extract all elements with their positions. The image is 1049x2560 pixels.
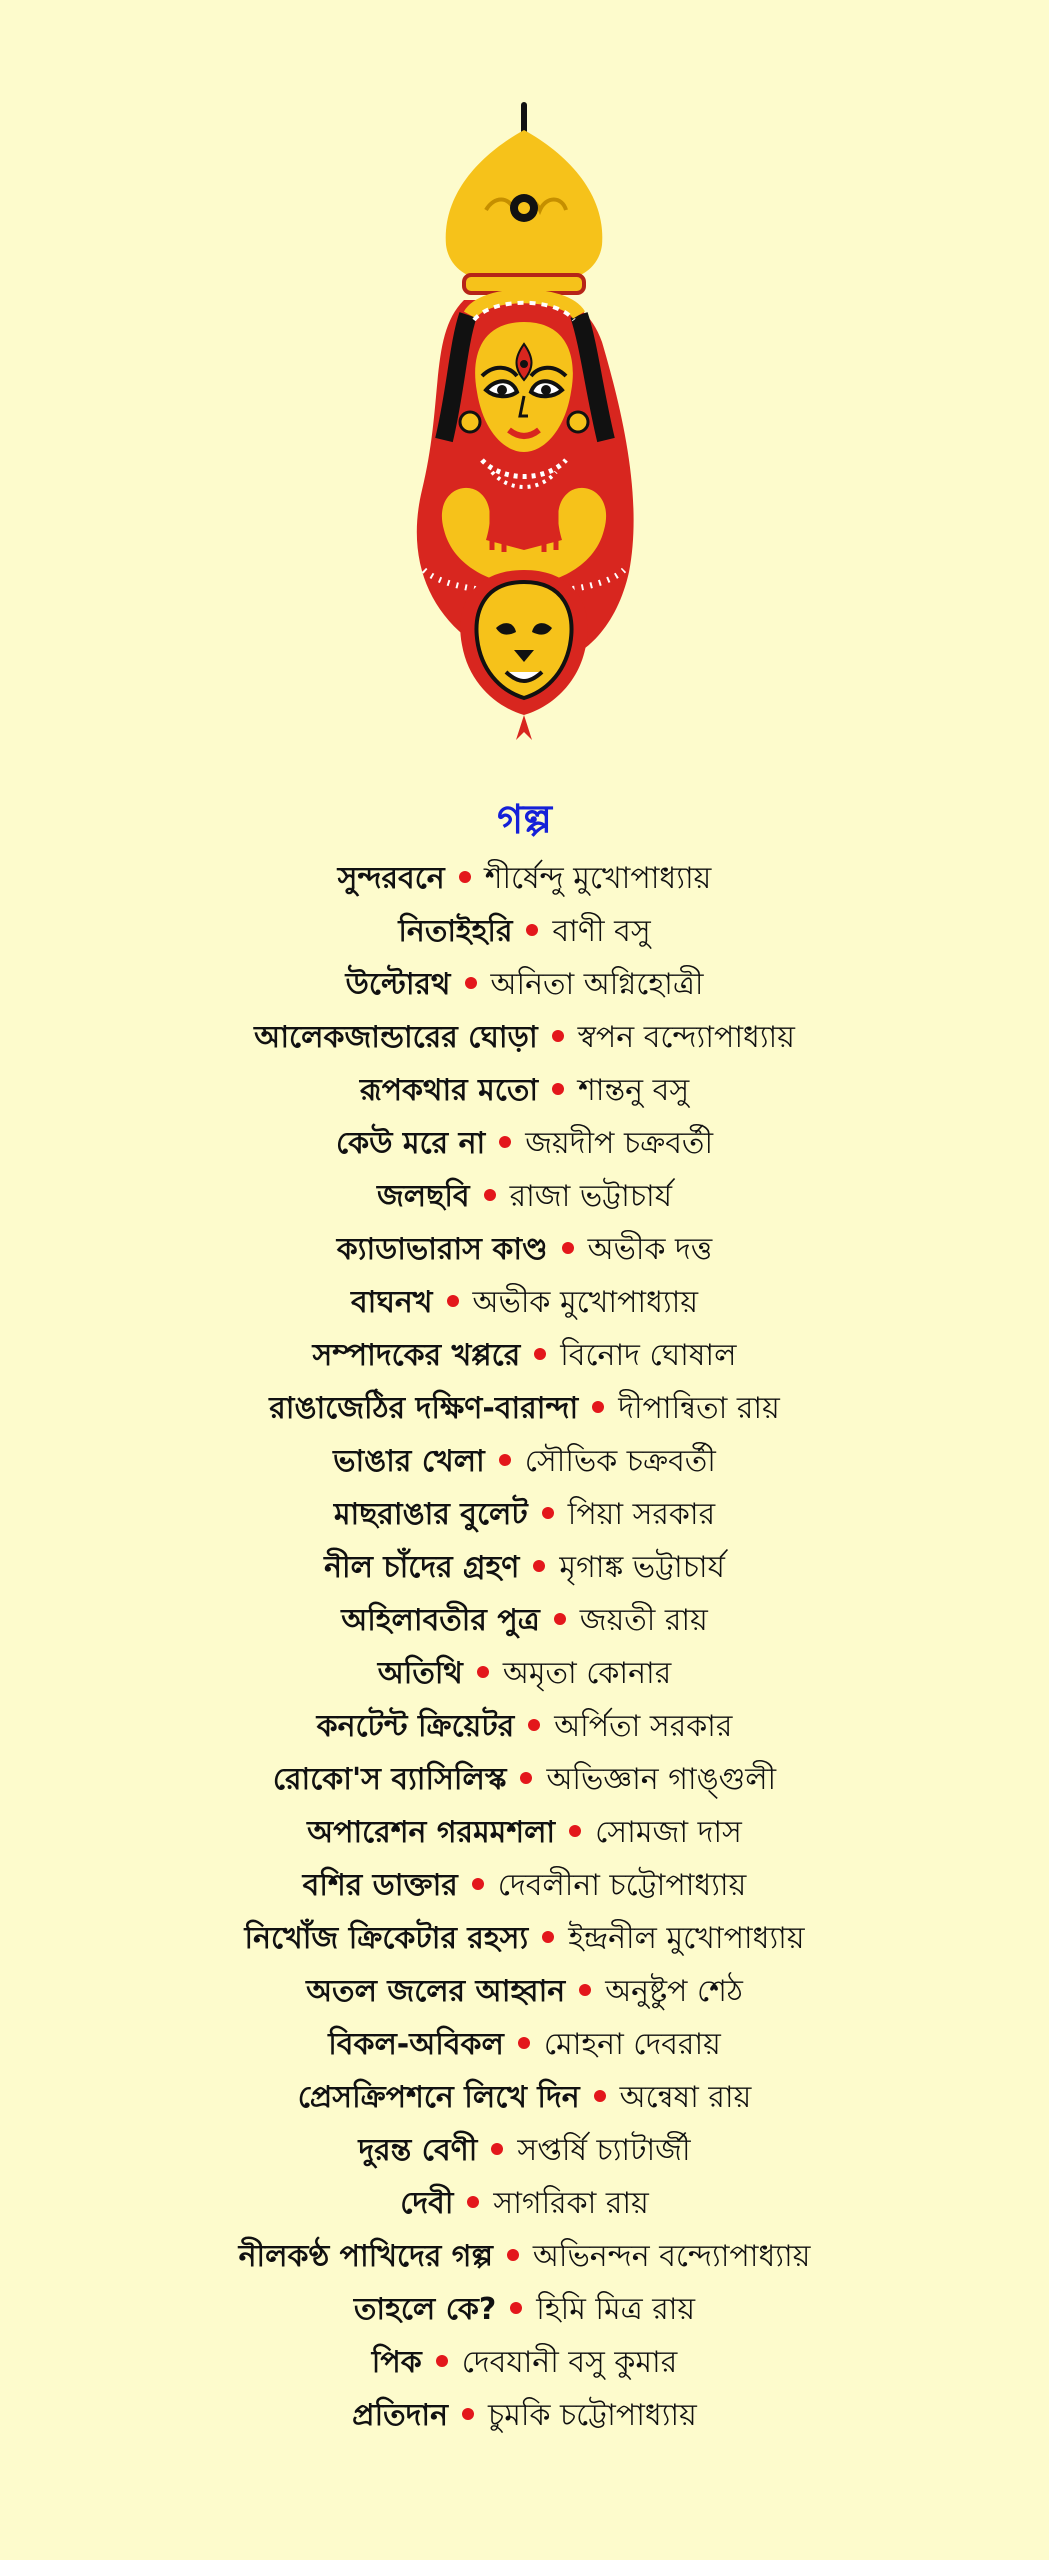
story-item <box>0 1011 1049 1064</box>
story-item <box>0 1329 1049 1382</box>
story-title: সুন্দরবনে <box>337 861 445 896</box>
story-author: সোমজা দাস <box>595 1815 742 1850</box>
story-author: রাজা ভট্টাচার্য <box>509 1179 673 1214</box>
story-author: দীপান্বিতা রায় <box>618 1391 780 1426</box>
durga-idol-illustration <box>374 100 674 765</box>
story-item <box>0 2018 1049 2071</box>
story-item <box>0 1647 1049 1700</box>
story-title: রূপকথার মতো <box>359 1073 539 1108</box>
story-item <box>0 1541 1049 1594</box>
story-item <box>0 2336 1049 2389</box>
story-title: অতিথি <box>377 1656 463 1691</box>
story-author: দেবযানী বসু কুমার <box>461 2345 678 2380</box>
story-title: অপারেশন গরমমশলা <box>307 1815 556 1850</box>
story-title: নীল চাঁদের গ্রহণ <box>324 1550 520 1585</box>
story-item <box>0 1382 1049 1435</box>
story-author: সপ্তর্ষি চ্যাটার্জী <box>517 2133 691 2168</box>
story-title: তাহলে কে? <box>353 2292 497 2327</box>
bullet-separator-icon <box>477 1666 489 1678</box>
story-item <box>0 1276 1049 1329</box>
story-item <box>0 958 1049 1011</box>
bullet-separator-icon <box>552 1030 564 1042</box>
story-title: কনটেন্ট ক্রিয়েটর <box>316 1709 515 1744</box>
story-author: অনুষ্টুপ শেঠ <box>605 1974 743 2009</box>
story-title: বাঘনখ <box>350 1285 433 1320</box>
story-author: স্বপন বন্দ্যোপাধ্যায় <box>577 1020 795 1055</box>
story-author: সৌভিক চক্রবর্তী <box>524 1444 716 1479</box>
story-title: নীলকণ্ঠ পাখিদের গল্প <box>238 2239 493 2274</box>
story-author: পিয়া সরকার <box>567 1497 716 1532</box>
bullet-separator-icon <box>459 871 471 883</box>
story-title: রাঙাজেঠির দক্ষিণ-বারান্দা <box>269 1391 579 1426</box>
story-title: ক্যাডাভারাস কাণ্ড <box>336 1232 548 1267</box>
bullet-separator-icon <box>542 1931 554 1943</box>
story-item <box>0 1912 1049 1965</box>
story-item <box>0 2230 1049 2283</box>
story-author: জয়দীপ চক্রবর্তী <box>525 1126 714 1161</box>
story-author: দেবলীনা চট্টোপাধ্যায় <box>497 1868 747 1903</box>
story-title: প্রতিদান <box>352 2398 449 2433</box>
bullet-separator-icon <box>462 2408 474 2420</box>
story-item <box>0 1488 1049 1541</box>
story-title: বিকল-অবিকল <box>328 2027 504 2062</box>
bullet-separator-icon <box>518 2037 530 2049</box>
story-item <box>0 1064 1049 1117</box>
story-list <box>0 852 1049 2442</box>
story-item <box>0 2177 1049 2230</box>
bullet-separator-icon <box>472 1878 484 1890</box>
story-author: বিনোদ ঘোষাল <box>560 1338 737 1373</box>
lion-head <box>460 570 587 740</box>
story-item <box>0 2389 1049 2442</box>
story-title: পিক <box>371 2345 422 2380</box>
story-item <box>0 1859 1049 1912</box>
bullet-separator-icon <box>499 1136 511 1148</box>
story-author: মৃগাঙ্ক ভট্টাচার্য <box>559 1550 725 1585</box>
story-item <box>0 2283 1049 2336</box>
story-author: শান্তনু বসু <box>578 1073 690 1108</box>
bullet-separator-icon <box>579 1984 591 1996</box>
story-title: সম্পাদকের খপ্পরে <box>312 1338 521 1373</box>
story-author: অভিজ্ঞান গাঙ্গুলী <box>546 1762 777 1797</box>
bullet-separator-icon <box>491 2143 503 2155</box>
bullet-separator-icon <box>510 2302 522 2314</box>
story-item <box>0 1965 1049 2018</box>
story-author: অর্পিতা সরকার <box>554 1709 733 1744</box>
story-author: মোহনা দেবরায় <box>543 2027 721 2062</box>
story-author: অমৃতা কোনার <box>502 1656 672 1691</box>
kalash-top-ornament <box>446 105 603 293</box>
story-item <box>0 2071 1049 2124</box>
bullet-separator-icon <box>542 1507 554 1519</box>
story-item <box>0 1170 1049 1223</box>
bullet-separator-icon <box>592 1401 604 1413</box>
story-item <box>0 852 1049 905</box>
bullet-separator-icon <box>554 1613 566 1625</box>
story-title: উল্টোরথ <box>345 967 451 1002</box>
story-title: অতল জলের আহ্বান <box>306 1974 566 2009</box>
story-title: দেবী <box>400 2186 454 2221</box>
story-title: আলেকজান্ডারের ঘোড়া <box>254 1020 538 1055</box>
story-title: প্রেসক্রিপশনে লিখে দিন <box>297 2080 580 2115</box>
bullet-separator-icon <box>507 2249 519 2261</box>
story-title: নিতাইহরি <box>398 914 513 949</box>
bullet-separator-icon <box>447 1295 459 1307</box>
story-author: অনিতা অগ্নিহোত্রী <box>490 967 704 1002</box>
story-author: বাণী বসু <box>552 914 651 949</box>
story-item <box>0 1753 1049 1806</box>
story-author: শীর্ষেন্দু মুখোপাধ্যায় <box>484 861 712 896</box>
bullet-separator-icon <box>499 1454 511 1466</box>
story-title: বশির ডাক্তার <box>302 1868 458 1903</box>
bullet-separator-icon <box>526 924 538 936</box>
bullet-separator-icon <box>534 1348 546 1360</box>
story-author: চুমকি চট্টোপাধ্যায় <box>488 2398 697 2433</box>
story-title: অহিলাবতীর পুত্র <box>341 1603 540 1638</box>
story-title: দুরন্ত বেণী <box>358 2133 478 2168</box>
bullet-separator-icon <box>467 2196 479 2208</box>
story-item <box>0 1594 1049 1647</box>
bullet-separator-icon <box>465 977 477 989</box>
story-item <box>0 905 1049 958</box>
story-author: অভীক মুখোপাধ্যায় <box>472 1285 699 1320</box>
story-item <box>0 1700 1049 1753</box>
story-title: রোকো'স ব্যাসিলিস্ক <box>272 1762 507 1797</box>
story-author: সাগরিকা রায় <box>493 2186 649 2221</box>
story-author: হিমি মিত্র রায় <box>536 2292 696 2327</box>
bullet-separator-icon <box>484 1189 496 1201</box>
story-item <box>0 1435 1049 1488</box>
story-title: ভাঙার খেলা <box>333 1444 485 1479</box>
story-title: জলছবি <box>376 1179 470 1214</box>
story-item <box>0 1117 1049 1170</box>
bullet-separator-icon <box>520 1772 532 1784</box>
bullet-separator-icon <box>562 1242 574 1254</box>
bullet-separator-icon <box>594 2090 606 2102</box>
bullet-separator-icon <box>436 2355 448 2367</box>
story-author: অভীক দত্ত <box>587 1232 713 1267</box>
story-title: নিখোঁজ ক্রিকেটার রহস্য <box>244 1921 529 1956</box>
story-author: অভিনন্দন বন্দ্যোপাধ্যায় <box>532 2239 811 2274</box>
bullet-separator-icon <box>552 1083 564 1095</box>
story-item <box>0 1223 1049 1276</box>
story-title: মাছরাঙার বুলেট <box>333 1497 528 1532</box>
story-item <box>0 1806 1049 1859</box>
story-author: অন্বেষা রায় <box>619 2080 752 2115</box>
bullet-separator-icon <box>569 1825 581 1837</box>
section-heading: গল্প <box>497 797 552 843</box>
story-item <box>0 2124 1049 2177</box>
story-author: ইন্দ্রনীল মুখোপাধ্যায় <box>568 1921 805 1956</box>
story-title: কেউ মরে না <box>335 1126 486 1161</box>
bullet-separator-icon <box>528 1719 540 1731</box>
story-author: জয়তী রায় <box>579 1603 708 1638</box>
bullet-separator-icon <box>533 1560 545 1572</box>
